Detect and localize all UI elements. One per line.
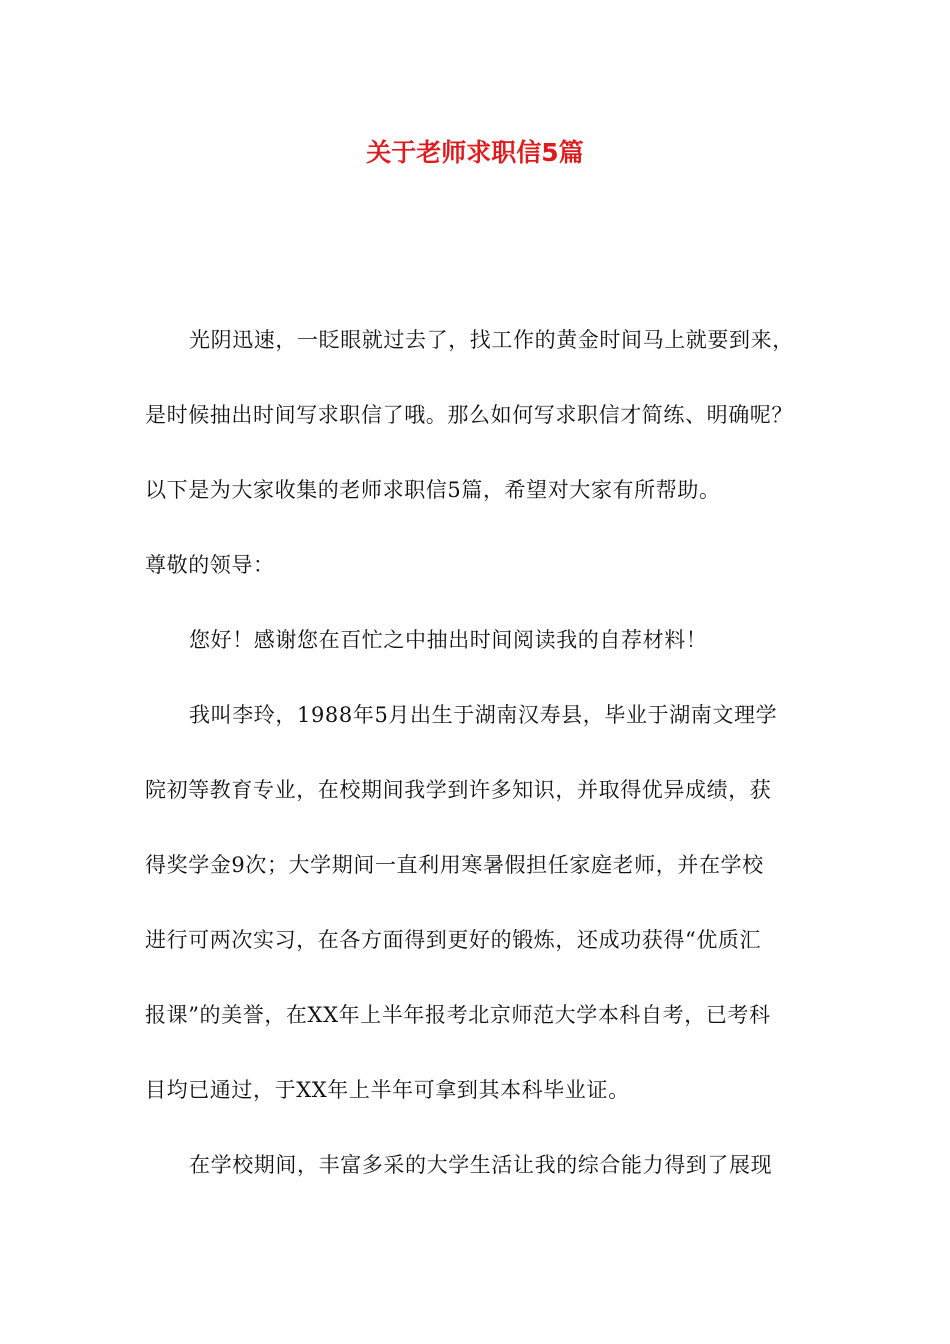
paragraph-line: 目均已通过，于XX年上半年可拿到其本科毕业证。 bbox=[145, 1078, 630, 1102]
paragraph-line: 以下是为大家收集的老师求职信5篇，希望对大家有所帮助。 bbox=[145, 478, 721, 502]
paragraph-line: 您好！感谢您在百忙之中抽出时间阅读我的自荐材料！ bbox=[189, 628, 708, 652]
document-title: 关于老师求职信5篇 bbox=[366, 138, 584, 167]
paragraph-line: 在学校期间，丰富多采的大学生活让我的综合能力得到了展现 bbox=[189, 1153, 773, 1177]
paragraph-line: 报课”的美誉，在XX年上半年报考北京师范大学本科自考，已考科 bbox=[145, 1003, 771, 1027]
paragraph-line: 得奖学金9次；大学期间一直利用寒暑假担任家庭老师，并在学校 bbox=[145, 853, 764, 877]
paragraph-line: 我叫李玲，1988年5月出生于湖南汉寿县，毕业于湖南文理学 bbox=[189, 703, 778, 727]
paragraph-line: 进行可两次实习，在各方面得到更好的锻炼，还成功获得“优质汇 bbox=[145, 928, 762, 952]
document-body bbox=[145, 320, 807, 1220]
paragraph-line: 光阴迅速，一眨眼就过去了，找工作的黄金时间马上就要到来， bbox=[189, 328, 794, 352]
paragraph-line: 是时候抽出时间写求职信了哦。那么如何写求职信才简练、明确呢？ bbox=[145, 403, 793, 427]
salutation: 尊敬的领导： bbox=[145, 553, 275, 577]
paragraph-line: 院初等教育专业，在校期间我学到许多知识，并取得优异成绩，获 bbox=[145, 778, 772, 802]
